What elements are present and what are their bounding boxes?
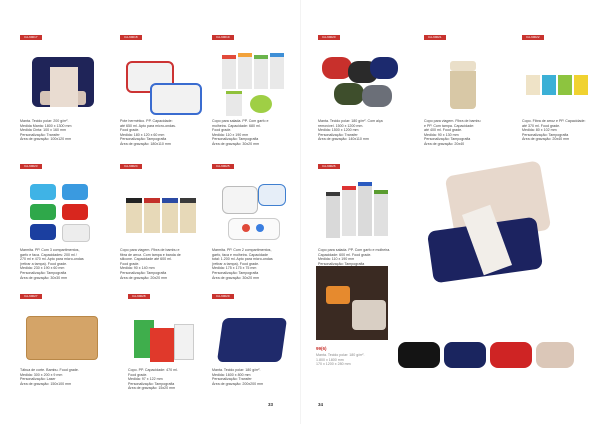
product-description: Manta. Tecido polar: 180 g/m². Com alça removível. 1500 x 1200 mm. Medida: 1500 x 1200 mm Personalização: Transfer Área de gravação: 140x110 mm [318,119,383,142]
product-description: Manta. Tecido polar: 180 g/m². Medida: 1600 x 800 mm Personalização: Transfer Área de gravação: 200x200 mm [212,368,264,386]
product-description: Marmita. PP. Com 2 compartimentos, garfo, faca e molheira. Capacidade total: 1.200 ml. Apto para micro-ondas (retirar a tampa). Food grade. Medida: 175 x 175 x 75 mm Personalização: Tampografia Área de gravação: 30x20 mm [212,248,273,280]
product-card [20,284,106,386]
feature-blanket-image [420,168,560,288]
product-card [212,154,298,280]
product-code-tag: CA-99027 [20,294,42,299]
product-image-salad-shakers [318,176,404,246]
product-code-tag: CA-99029 [212,294,234,299]
product-card [20,25,106,142]
product-code-tag: CA-99021 [424,35,446,40]
product-description: Copo para viagem. Fibra de bambu e PP. Com tampa. Capacidade: até 400 ml. Food grade. Medida: 90 x 130 mm Personalização: Tampografia Área de gravação: 20x40 [424,119,481,146]
product-code-tag: CA-99019 [212,35,234,40]
page-number-right: 34 [318,402,324,407]
product-code-tag: CA-99024 [120,164,142,169]
product-card [20,154,106,280]
blanket-color-variants [398,336,598,376]
product-card [522,25,598,142]
product-description: Marmita. PP. Com 3 compartimentos, garfo e faca. Capacidades: 200 ml / 270 ml e 470 ml. Apto para micro-ondas (retirar a tampa). Food grade. Medida: 230 x 190 x 60 mm Personalização: Tampografia Área de gravação: 30x30 mm [20,248,84,280]
product-image-bamboo-cup [424,47,510,117]
product-image-fleece-blanket [212,306,298,366]
product-image-two-compartment-boxes [212,176,298,246]
product-code-tag: CA-99028 [128,294,150,299]
product-card [318,25,404,142]
feature-caption [316,346,396,367]
product-code-tag: CA-99018 [120,35,142,40]
lifestyle-photo-fireplace [316,266,388,340]
feature-description: Manta. Tecido polar: 180 g/m². 1.800 x 1800 mm 170 x 1200 x 280 mm [316,353,365,367]
product-description: Manta. Tecido polar: 200 g/m². Medida Manta: 1800 x 1300 mm Medida Cinta: 100 x 160 mm Personalização: Transfer Área de gravação: 100x120 mm [20,119,72,142]
product-card [128,284,214,391]
page-number-left: 33 [268,402,274,407]
product-description: Copo. PP. Capacidade: 470 ml. Food grade. Medida: 97 x 122 mm Personalização: Tampografia Área de gravação: 15x20 mm [128,368,178,391]
product-description: Copo para salada. PP. Com garfo e molheira. Capacidade: 680 ml. Food grade. Medida: 110 x 190 mm Personalização: Tampografia Área de gravação: 30x20 mm [212,119,269,146]
product-code-tag: CA-99023 [20,164,42,169]
product-code-tag: CA-99022 [522,35,544,40]
product-description: Copo para viagem. Fibra de bambu e fibra de arroz. Com tampa e banda de silicone. Capacidade até 600 ml. Food grade. Medida: 90 x 140 mm Personalização: Tampografia Área de gravação: 20x20 mm [120,248,181,280]
feature-code: 99(6) [316,346,327,351]
product-description: Pote hermético. PP. Capacidade: até 650 ml. Apto para micro-ondas. Food grade. Medida: 180 x 120 x 60 mm Personalização: Tampografia Área de gravação: 180x110 mm [120,119,176,146]
product-card [120,154,206,280]
product-card [212,284,298,386]
product-image-cutting-board [20,306,106,366]
product-code-tag: CA-99026 [318,164,340,169]
product-image-cups [128,306,214,366]
product-image-travel-cups [120,176,206,246]
product-card [120,25,206,147]
product-code-tag: CA-99020 [318,35,340,40]
product-card [318,154,404,271]
product-description: Tábua de corte. Bambu. Food grade. Medida: 300 x 200 x 9 mm Personalização: Laser Área de gravação: 150x100 mm [20,368,79,386]
product-image-salad-cups [212,47,298,117]
product-image-blanket [20,47,106,117]
product-card [212,25,298,147]
product-image-food-container [120,47,206,117]
product-image-rolled-blankets [318,47,404,117]
product-image-rice-cups [522,47,598,117]
product-description: Copo para salada. PP. Com garfo e molheira. Capacidade: 600 ml. Food grade. Medida: 110 x 190 mm Personalização: Tampografia [318,248,391,266]
product-code-tag: CA-99025 [212,164,234,169]
page-spread-divider [300,0,301,424]
product-card [424,25,510,147]
product-code-tag: CA-99017 [20,35,42,40]
product-image-lunch-boxes [20,176,106,246]
product-description: Copo. Fibra de arroz e PP. Capacidade: até 370 ml. Food grade. Medida: 80 x 102 mm Personalização: Tampografia Área de gravação: 20x40 mm [522,119,586,142]
